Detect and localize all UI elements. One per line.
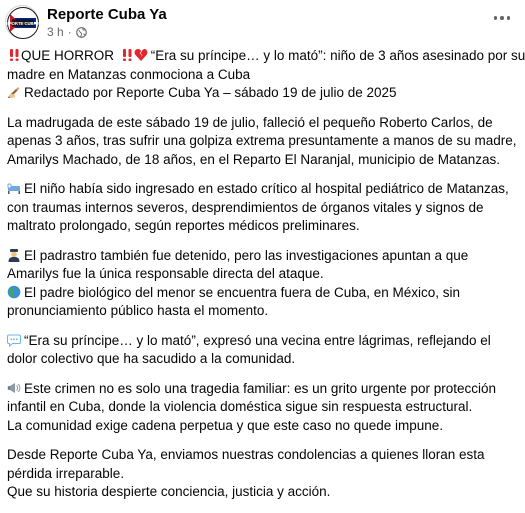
paragraph-6 [7, 446, 517, 502]
page-logo [3, 6, 43, 40]
paragraph-4-text: “Era su príncipe… y lo mató”, expresó una vecina entre lágrimas, reflejando el [24, 332, 491, 348]
paragraph-5-line: La comunidad exige cadena perpetua y que este caso no quede impune. [7, 417, 444, 433]
more-dot [507, 16, 511, 20]
globe-icon [76, 27, 87, 38]
globe-americas-icon [7, 285, 21, 299]
headline-text-2: “Era su príncipe… y lo mató”: niño de 3 años asesinado por su [150, 48, 525, 63]
paragraph-3-line: Amarilys fue la única responsable directa del ataque. [7, 266, 324, 281]
paragraph-3b-line [7, 284, 517, 303]
paragraph-4 [7, 332, 517, 369]
headline-text-3: madre en Matanzas conmociona a Cuba [7, 66, 251, 82]
paragraph-6-line: pérdida irreparable. [7, 465, 125, 481]
paragraph-5-line: infantil en Cuba, donde la violencia doméstica sigue sin respuesta estructural. [7, 399, 473, 414]
byline [7, 84, 517, 103]
byline-line [7, 84, 517, 103]
more-options-button[interactable] [488, 8, 516, 28]
paragraph-3 [7, 247, 517, 284]
post-meta [47, 25, 87, 39]
headline-line-1 [7, 47, 525, 66]
paragraph-2-line: con traumas internos severos, desprendimientos de órganos vitales y signos de [7, 199, 484, 215]
logo-text: REPORTE CUBA YA [3, 21, 43, 26]
paragraph-5-line [7, 380, 517, 399]
meta-separator: · [67, 25, 72, 39]
post-time[interactable]: 3 h [47, 25, 64, 39]
paragraph-4-line [7, 332, 517, 351]
more-dot [494, 16, 498, 20]
paragraph-5 [7, 380, 517, 436]
double-exclamation-icon [120, 48, 134, 62]
broken-heart-icon [134, 48, 148, 62]
avatar[interactable] [3, 5, 43, 39]
paragraph-2-text: El niño había sido ingresado en estado crítico al hospital pediátrico de Matanzas, [24, 181, 509, 196]
more-dot [500, 16, 504, 20]
paragraph-5-text: Este crimen no es solo una tragedia familiar: es un grito urgente por protección [24, 380, 497, 396]
paragraph-3b-line: pronunciamiento público hasta el momento. [7, 303, 269, 318]
paragraph-1-line: La madrugada de este sábado 19 de julio, falleció el pequeño Roberto Carlos, de [7, 114, 493, 130]
megaphone-icon [7, 381, 21, 395]
paragraph-3b [7, 284, 517, 321]
paragraph-4-line: dolor colectivo que ha sacudido a la comunidad. [7, 351, 296, 366]
page-name-link[interactable]: Reporte Cuba Ya [47, 6, 167, 23]
post-body [7, 47, 525, 513]
speech-bubble-icon [7, 333, 21, 347]
paragraph-1-line: apenas 3 años, tras sufrir una golpiza extrema presuntamente a manos de su madre, [7, 133, 517, 148]
paragraph-1 [7, 114, 517, 170]
police-officer-icon [7, 248, 21, 262]
double-exclamation-icon [7, 48, 21, 62]
writing-hand-icon [7, 85, 21, 99]
paragraph-2 [7, 180, 517, 236]
paragraph-3-text: El padrastro también fue detenido, pero las investigaciones apuntan a que [24, 247, 469, 263]
paragraph-3-line [7, 247, 517, 266]
byline-text: Redactado por Reporte Cuba Ya – sábado 19 de julio de 2025 [24, 85, 397, 100]
post-header [0, 0, 522, 44]
paragraph-3b-text: El padre biológico del menor se encuentra fuera de Cuba, en México, sin [24, 284, 461, 300]
paragraph-2-line: maltrato prolongado, según reportes médicos preliminares. [7, 218, 360, 233]
paragraph-6-line: Que su historia despierte conciencia, justicia y acción. [7, 484, 331, 499]
paragraph-2-line [7, 180, 517, 199]
paragraph-1-line: Amarilys Machado, de 18 años, en el Reparto El Naranjal, municipio de Matanzas. [7, 151, 501, 167]
hospital-bed-icon [7, 181, 21, 195]
paragraph-6-line: Desde Reporte Cuba Ya, enviamos nuestras condolencias a quienes lloran esta [7, 447, 485, 462]
headline [7, 47, 525, 84]
headline-text-1: QUE HORROR [21, 48, 115, 63]
